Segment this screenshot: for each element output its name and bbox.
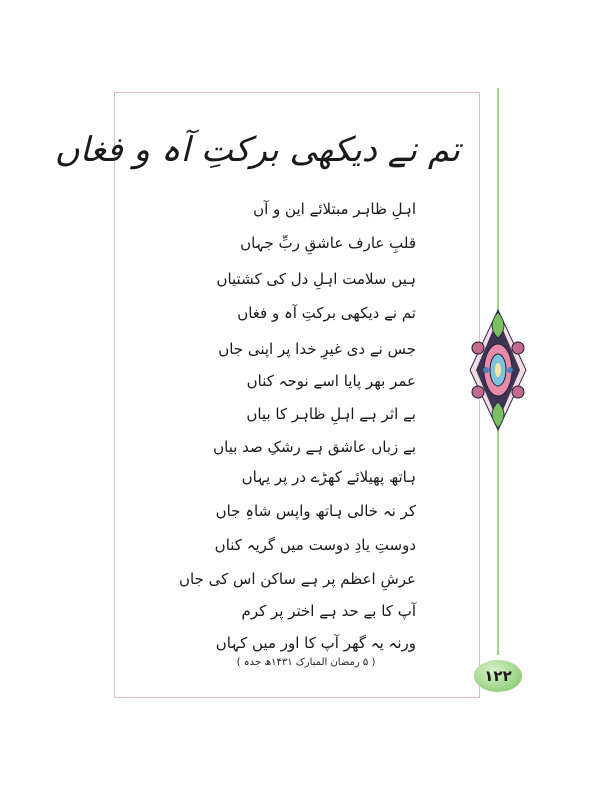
poem-line: اہلِ ظاہر مبتلائے این و آں bbox=[253, 200, 416, 218]
poem-line: دوستِ یادِ دوست میں گریہ کناں bbox=[214, 536, 416, 554]
composition-date: ( ۵ رمضان المبارک ۱۴۳۱ھ جدہ ) bbox=[236, 657, 376, 668]
margin-rule-top bbox=[497, 88, 499, 313]
poem-line: ورنہ یہ گھر آپ کا اور میں کہاں bbox=[215, 634, 416, 652]
margin-rule-bottom bbox=[497, 415, 499, 655]
poem-line: عرشِ اعظم پر ہے ساکن اس کی جاں bbox=[178, 570, 416, 588]
poem-line: قلبِ عارف عاشقِ ربِّ جہاں bbox=[240, 234, 416, 252]
poem-line: بے اثر ہے اہلِ ظاہر کا بیاں bbox=[246, 405, 416, 423]
poem-line: ہیں سلامت اہلِ دل کی کشتیاں bbox=[216, 270, 416, 288]
poem-line: آپ کا بے حد ہے اختر پر کرم bbox=[241, 602, 416, 620]
floral-ornament-icon bbox=[466, 308, 530, 432]
poem-line: ہاتھ پھیلائے کھڑے در پر یہاں bbox=[241, 468, 416, 486]
poem-line: عمر بھر پایا اسے نوحہ کناں bbox=[246, 372, 416, 390]
page-number: ۱۲۲ bbox=[474, 660, 522, 692]
poem-line: کر نہ خالی ہاتھ واپس شاہِ جاں bbox=[215, 502, 416, 520]
poem-title: تم نے دیکھی برکتِ آہ و فغاں bbox=[54, 130, 460, 170]
poem-line: بے زباں عاشق ہے رشکِ صد بیاں bbox=[213, 438, 416, 456]
poem-line: تم نے دیکھی برکتِ آہ و فغاں bbox=[237, 304, 416, 322]
poem-line: جس نے دی غیرِ خدا پر اپنی جاں bbox=[218, 340, 416, 358]
